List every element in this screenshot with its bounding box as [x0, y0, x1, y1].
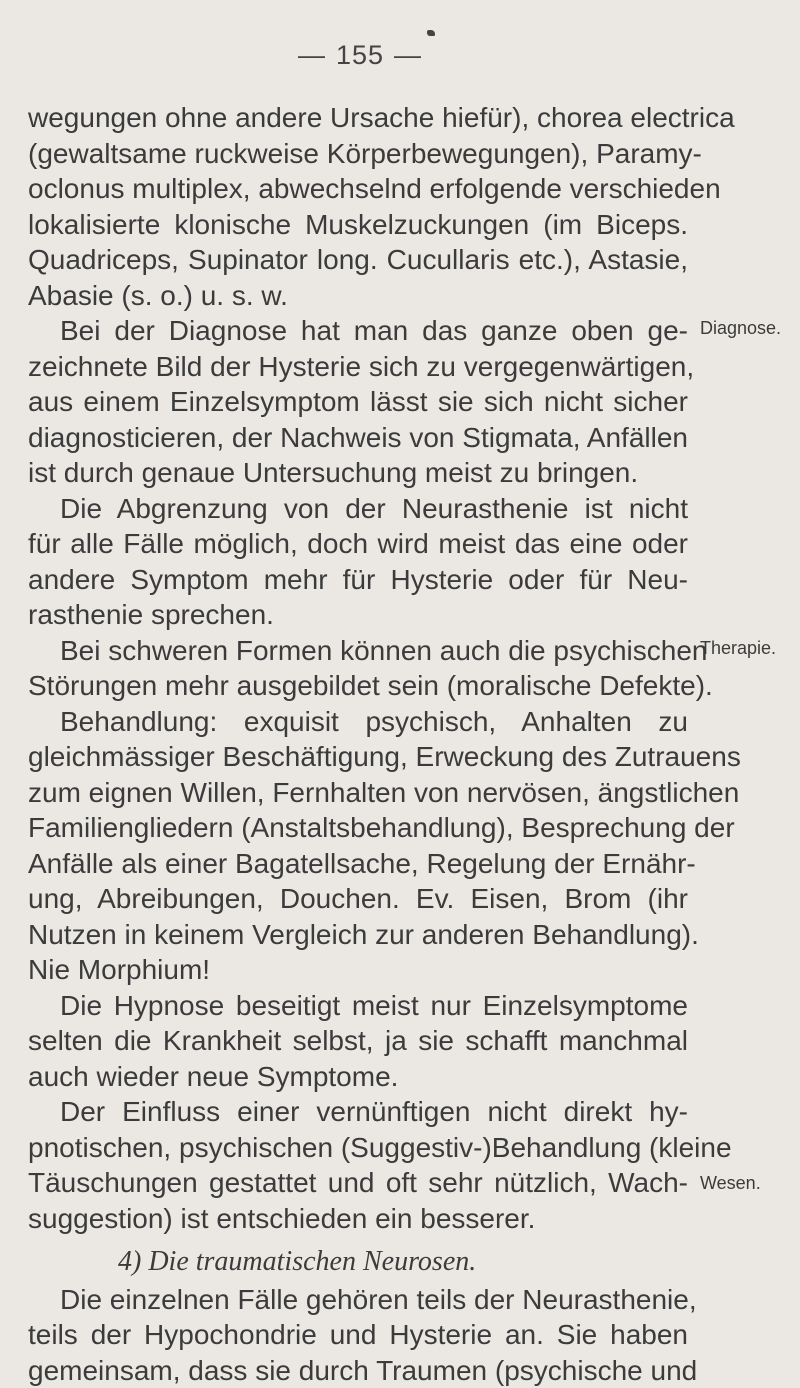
text-line: aus einem Einzelsymptom lässt sie sich nicht sicher [28, 384, 688, 420]
section-heading: 4) Die traumatischen Neurosen. [28, 1244, 688, 1280]
margin-note-wesen: Wesen. [700, 1173, 761, 1194]
text-line: Störungen mehr ausgebildet sein (moralische Defekte). [28, 668, 688, 704]
text-line: selten die Krankheit selbst, ja sie schafft manchmal [28, 1023, 688, 1059]
text-line: teils der Hypochondrie und Hysterie an. Sie haben [28, 1317, 688, 1353]
margin-note-diagnose: Diagnose. [700, 318, 781, 339]
text-line: auch wieder neue Symptome. [28, 1059, 688, 1095]
text-line: Familiengliedern (Anstaltsbehandlung), Besprechung der [28, 810, 688, 846]
text-line: oclonus multiplex, abwechselnd erfolgende verschieden [28, 171, 688, 207]
text-line: Nutzen in keinem Vergleich zur anderen Behandlung). [28, 917, 688, 953]
text-line: Anfälle als einer Bagatellsache, Regelung der Ernähr- [28, 846, 688, 882]
page-number: 155 [336, 40, 384, 70]
text-line: wegungen ohne andere Ursache hiefür), chorea electrica [28, 100, 688, 136]
text-line: lokalisierte klonische Muskelzuckungen (im Biceps. [28, 207, 688, 243]
text-line: Die Abgrenzung von der Neurasthenie ist nicht [28, 491, 688, 527]
text-line: diagnosticieren, der Nachweis von Stigmata, Anfällen [28, 420, 688, 456]
body-text [28, 100, 688, 1388]
text-line: Bei schweren Formen können auch die psychischen [28, 633, 688, 669]
text-line: Bei der Diagnose hat man das ganze oben ge- [28, 313, 688, 349]
text-line: Nie Morphium! [28, 952, 688, 988]
text-line: zeichnete Bild der Hysterie sich zu vergegenwärtigen, [28, 349, 688, 385]
header-dash-left: — [298, 40, 326, 71]
text-line: Abasie (s. o.) u. s. w. [28, 278, 688, 314]
text-line: ist durch genaue Untersuchung meist zu bringen. [28, 455, 688, 491]
text-line: gleichmässiger Beschäftigung, Erweckung des Zutrauens [28, 739, 688, 775]
text-line: Behandlung: exquisit psychisch, Anhalten zu [28, 704, 688, 740]
text-line: Die einzelnen Fälle gehören teils der Neurasthenie, [28, 1282, 688, 1318]
text-line: suggestion) ist entschieden ein besserer. [28, 1201, 688, 1237]
ink-speck [427, 30, 435, 36]
text-line: Täuschungen gestattet und oft sehr nützlich, Wach- [28, 1165, 688, 1201]
text-line: Die Hypnose beseitigt meist nur Einzelsymptome [28, 988, 688, 1024]
text-line: gemeinsam, dass sie durch Traumen (psychische und [28, 1353, 688, 1388]
text-line: ung, Abreibungen, Douchen. Ev. Eisen, Brom (ihr [28, 881, 688, 917]
text-line: Quadriceps, Supinator long. Cucullaris etc.), Astasie, [28, 242, 688, 278]
page-header [270, 40, 450, 71]
text-line: für alle Fälle möglich, doch wird meist das eine oder [28, 526, 688, 562]
margin-note-therapie: Therapie. [700, 638, 776, 659]
header-dash-right: — [394, 40, 422, 71]
text-line: (gewaltsame ruckweise Körperbewegungen), Paramy- [28, 136, 688, 172]
text-line: Der Einfluss einer vernünftigen nicht direkt hy- [28, 1094, 688, 1130]
text-line: andere Symptom mehr für Hysterie oder für Neu- [28, 562, 688, 598]
text-line: zum eignen Willen, Fernhalten von nervösen, ängstlichen [28, 775, 688, 811]
text-line: rasthenie sprechen. [28, 597, 688, 633]
text-line: pnotischen, psychischen (Suggestiv-)Behandlung (kleine [28, 1130, 688, 1166]
